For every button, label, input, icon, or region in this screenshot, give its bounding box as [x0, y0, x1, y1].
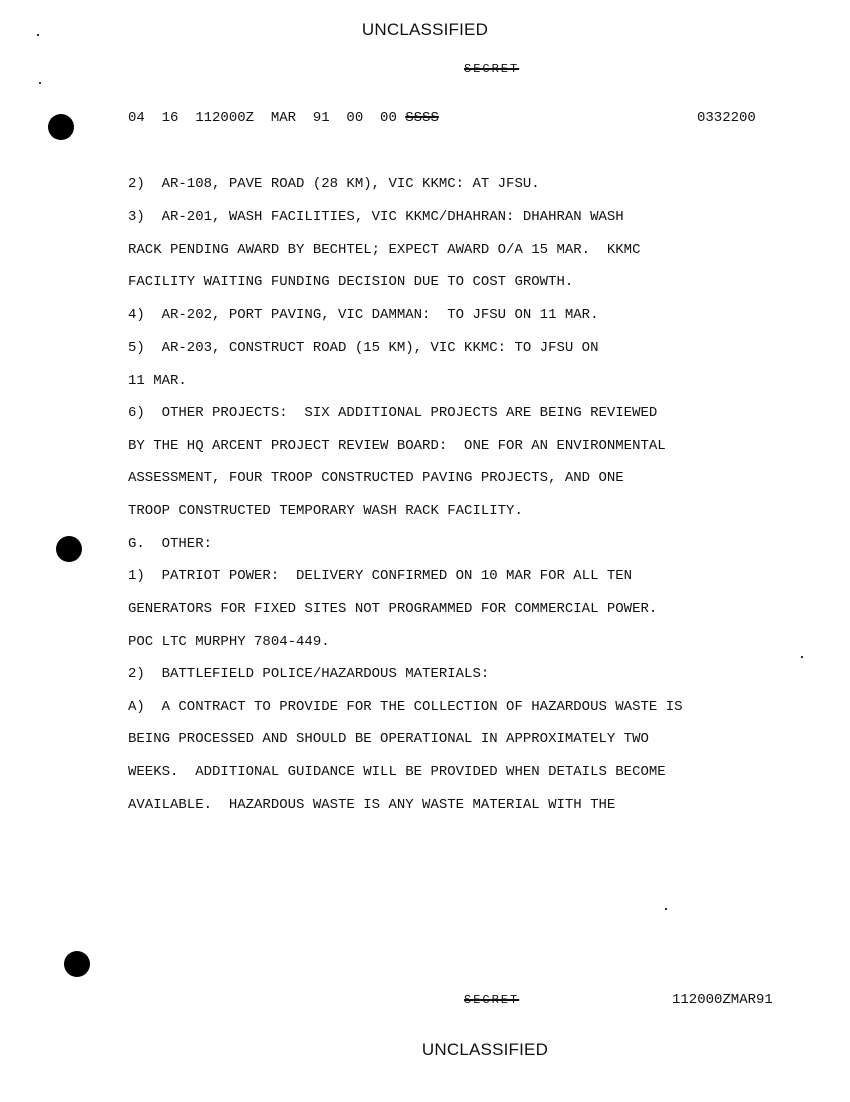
scan-speck [801, 656, 803, 658]
body-line: 2) BATTLEFIELD POLICE/HAZARDOUS MATERIALS: [128, 666, 490, 682]
body-line: 5) AR-203, CONSTRUCT ROAD (15 KM), VIC KKMC: TO JFSU ON [128, 340, 599, 356]
body-line: TROOP CONSTRUCTED TEMPORARY WASH RACK FACILITY. [128, 503, 523, 519]
body-line: A) A CONTRACT TO PROVIDE FOR THE COLLECTION OF HAZARDOUS WASTE IS [128, 699, 683, 715]
section-heading: G. OTHER: [128, 536, 213, 552]
punch-hole-top [48, 114, 74, 140]
body-line: BEING PROCESSED AND SHOULD BE OPERATIONAL IN APPROXIMATELY TWO [128, 731, 649, 747]
body-line: RACK PENDING AWARD BY BECHTEL; EXPECT AWARD O/A 15 MAR. KKMC [128, 242, 641, 258]
scan-speck [39, 82, 41, 84]
body-line: AVAILABLE. HAZARDOUS WASTE IS ANY WASTE MATERIAL WITH THE [128, 797, 616, 813]
bottom-secret-stamp: SECRET [464, 993, 520, 1007]
body-line: WEEKS. ADDITIONAL GUIDANCE WILL BE PROVIDED WHEN DETAILS BECOME [128, 764, 666, 780]
dtg-line [128, 110, 439, 126]
top-secret-stamp: SECRET [464, 62, 520, 76]
body-line: FACILITY WAITING FUNDING DECISION DUE TO COST GROWTH. [128, 274, 574, 290]
body-line: 1) PATRIOT POWER: DELIVERY CONFIRMED ON 10 MAR FOR ALL TEN [128, 568, 633, 584]
body-line: 4) AR-202, PORT PAVING, VIC DAMMAN: TO JFSU ON 11 MAR. [128, 307, 599, 323]
punch-hole-bottom [64, 951, 90, 977]
top-classification: UNCLASSIFIED [361, 20, 489, 39]
body-line: POC LTC MURPHY 7804-449. [128, 634, 330, 650]
scan-speck [665, 908, 667, 910]
body-line: ASSESSMENT, FOUR TROOP CONSTRUCTED PAVING PROJECTS, AND ONE [128, 470, 624, 486]
footer-dtg: 112000ZMAR91 [672, 992, 773, 1008]
body-line: BY THE HQ ARCENT PROJECT REVIEW BOARD: ONE FOR AN ENVIRONMENTAL [128, 438, 666, 454]
struck-code: SSSS [405, 110, 439, 126]
body-line: 11 MAR. [128, 373, 187, 389]
body-line: 3) AR-201, WASH FACILITIES, VIC KKMC/DHAHRAN: DHAHRAN WASH [128, 209, 624, 225]
body-line: GENERATORS FOR FIXED SITES NOT PROGRAMMED FOR COMMERCIAL POWER. [128, 601, 658, 617]
message-number: 0332200 [697, 110, 756, 126]
body-line: 6) OTHER PROJECTS: SIX ADDITIONAL PROJECTS ARE BEING REVIEWED [128, 405, 658, 421]
punch-hole-middle [56, 536, 82, 562]
dtg-text: 04 16 112000Z MAR 91 00 00 [128, 110, 397, 126]
bottom-classification: UNCLASSIFIED [421, 1040, 549, 1059]
body-line: 2) AR-108, PAVE ROAD (28 KM), VIC KKMC: AT JFSU. [128, 176, 540, 192]
